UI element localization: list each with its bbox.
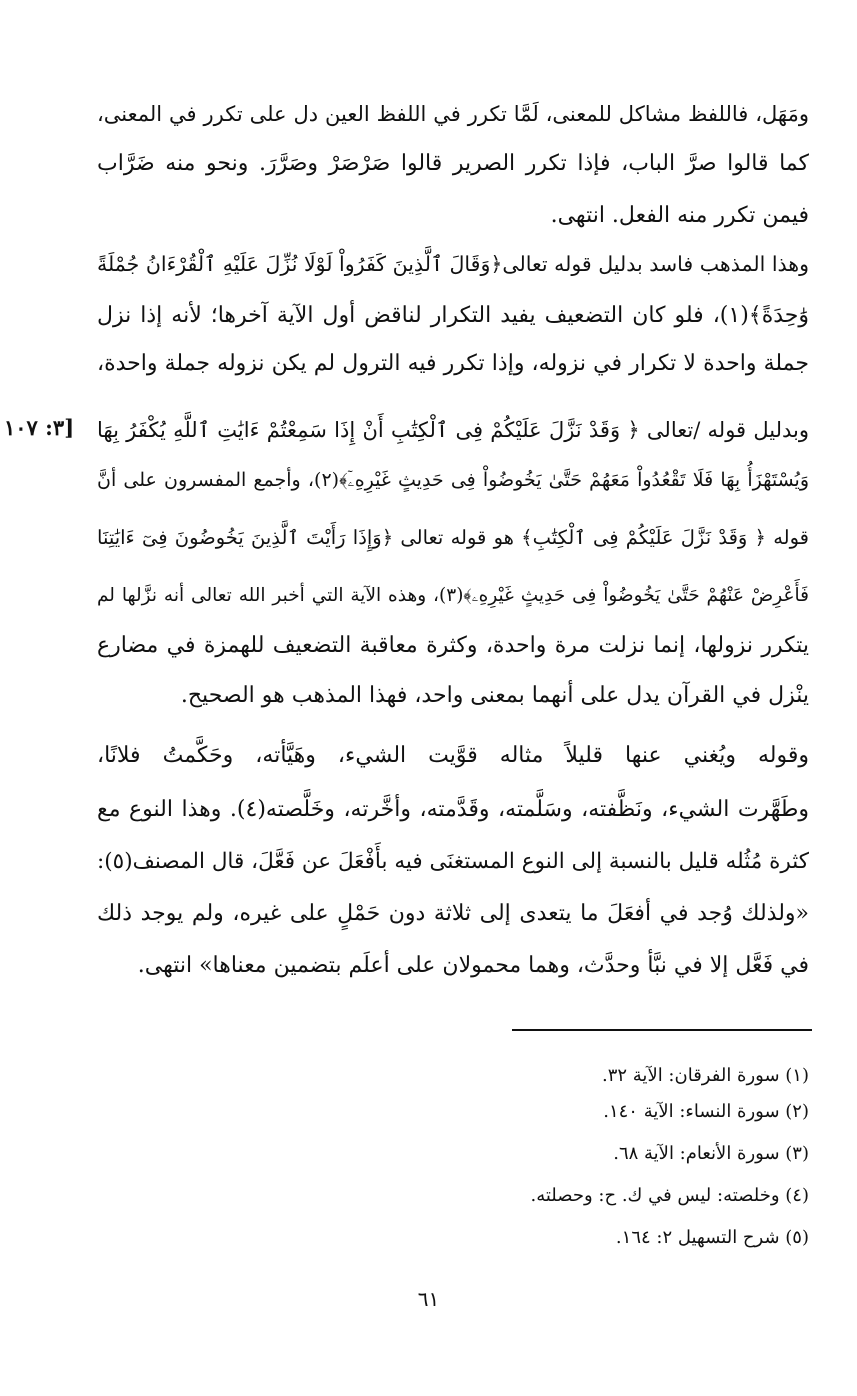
body-line: كثرة مُثُله قليل بالنسبة إلى النوع المستغنَى فيه بأَفْعَلَ عن فَعَّلَ، قال المصنف(٥):	[97, 849, 809, 874]
footnote: (٤) وخلصته: ليس في ك. ح: وحصلته.	[530, 1185, 809, 1206]
body-line: ينْزل في القرآن يدل على أنهما بمعنى واحد، فهذا المذهب هو الصحيح.	[180, 683, 809, 708]
body-line: وقوله ويُغني عنها قليلاً مثاله قوَّيت الشيء، وهَيَّأته، وحَكَّمتُ فلانًا،	[97, 743, 809, 768]
body-line: «ولذلك وُجد في أفعَلَ ما يتعدى إلى ثلاثة دون حَمْلٍ على غيره، ولم يوجد ذلك	[97, 901, 809, 926]
body-line: كما قالوا صرَّ الباب، فإذا تكرر الصرير قالوا صَرْصَرْ وصَرَّرَ. ونحو منه ضَرَّاب	[97, 151, 809, 176]
body-line: وَيُسْتَهْزَأُ بِهَا فَلَا تَقْعُدُواْ مَعَهُمْ حَتَّىٰ يَخُوضُواْ فِى حَدِيثٍ غَيْرِهِۦٓ﴾(٢)، وأجمع المفسرون على أنَّ	[97, 469, 810, 491]
footnote: (٢) سورة النساء: الآية ١٤٠.	[603, 1101, 809, 1122]
body-line: يتكرر نزولها، إنما نزلت مرة واحدة، وكثرة معاقبة التضعيف للهمزة في مضارع	[97, 633, 809, 658]
body-line: قوله ﴿ وَقَدْ نَزَّلَ عَلَيْكُمْ فِى ٱلْكِتَٰبِ﴾ هو قوله تعالى ﴿وَإِذَا رَأَيْتَ ٱلَّذِينَ يَخُوضُونَ فِىٓ ءَايَٰتِنَا	[97, 526, 809, 549]
footnote: (٥) شرح التسهيل ٢: ١٦٤.	[615, 1227, 809, 1248]
page-number: ٦١	[417, 1287, 440, 1311]
marginal-page-reference: [٣: ١٠٧	[4, 415, 75, 440]
body-line: وهذا المذهب فاسد بدليل قوله تعالى﴿وَقَالَ ٱلَّذِينَ كَفَرُواْ لَوْلَا نُزِّلَ عَلَيْهِ ٱلْقُرْءَانُ جُمْلَةً	[97, 252, 809, 276]
body-line: ومَهَل، فاللفظ مشاكل للمعنى، لَمَّا تكرر في اللفظ العين دل على تكرر في المعنى،	[97, 102, 809, 126]
footnote: (١) سورة الفرقان: الآية ٣٢.	[601, 1065, 809, 1086]
body-line: في فَعَّل إلا في نبَّأ وحدَّث، وهما محمولان على أعلَم بتضمين معناها» انتهى.	[137, 953, 809, 978]
footnote-separator	[512, 1029, 812, 1031]
body-line: جملة واحدة لا تكرار في نزوله، وإذا تكرر فيه الترول لم يكن نزوله جملة واحدة،	[97, 351, 809, 376]
body-line: وطَهَّرت الشيء، ونَظَّفته، وسَلَّمته، وقَدَّمته، وأخَّرته، وخَلَّصته(٤). وهذا النوع مع	[97, 797, 809, 822]
body-line: وبدليل قوله /تعالى ﴿ وَقَدْ نَزَّلَ عَلَيْكُمْ فِى ٱلْكِتَٰبِ أَنْ إِذَا سَمِعْتُمْ ءَايَٰتِ ٱللَّهِ يُكْفَرُ بِهَا	[97, 418, 809, 442]
body-line: وَٰحِدَةً﴾(١)، فلو كان التضعيف يفيد التكرار لناقض أول الآية آخرها؛ لأنه إذا نزل	[97, 303, 809, 328]
footnote: (٣) سورة الأنعام: الآية ٦٨.	[613, 1143, 809, 1164]
body-line: فَأَعْرِضْ عَنْهُمْ حَتَّىٰ يَخُوضُواْ فِى حَدِيثٍ غَيْرِهِۦ﴾(٣)، وهذه الآية التي أخبر الله تعالى أنه نزَّلها لم	[97, 585, 809, 606]
body-line: فيمن تكرر منه الفعل. انتهى.	[550, 203, 809, 228]
